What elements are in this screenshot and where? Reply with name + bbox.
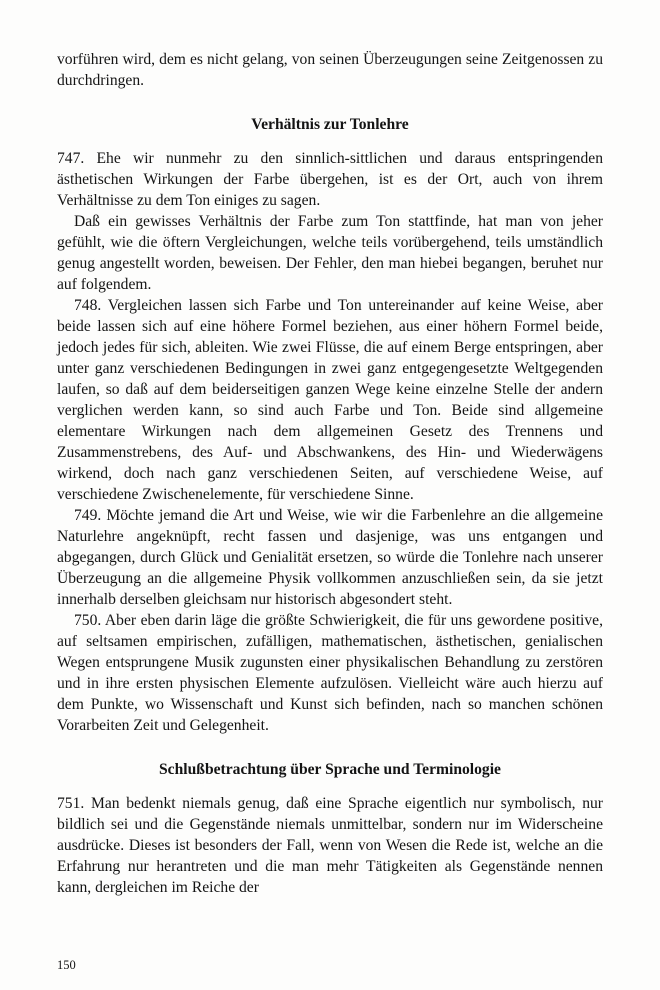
- paragraph-748: 748. Vergleichen lassen sich Farbe und Ton untereinander auf keine Weise, aber beide lassen sich auf eine höhere Formel beziehen, aus einer höhern Formel beide, jedoch jedes für sich, ableiten. Wie zwei Flüsse, die auf einem Berge entspringen, aber unter ganz verschiedenen Bedingungen in zwei ganz entgegengesetzte Weltgegenden laufen, so daß auf dem beiderseitigen ganzen Wege keine einzelne Stelle der andern verglichen werden kann, so sind auch Farbe und Ton. Beide sind allgemeine elementare Wirkungen nach dem allgemeinen Gesetz des Trennens und Zusammenstrebens, des Auf- und Abschwankens, des Hin- und Wiederwägens wirkend, doch nach ganz verschiedenen Seiten, auf verschiedene Weise, auf verschiedene Zwischenelemente, für verschiedene Sinne.: [57, 297, 603, 503]
- section-heading-tonlehre: Verhältnis zur Tonlehre: [251, 116, 409, 133]
- paragraph-747-continuation: Daß ein gewisses Verhältnis der Farbe zum Ton stattfinde, hat man von jeher gefühlt, wie die öftern Vergleichungen, welche teils vorübergehend, teils umständlich genug angestellt worden, beweisen. Der Fehler, den man hiebei begangen, beruhet nur auf folgendem.: [57, 213, 603, 293]
- section-heading-schlussbetrachtung: Schlußbetrachtung über Sprache und Terminologie: [159, 761, 501, 778]
- paragraph-750: 750. Aber eben darin läge die größte Schwierigkeit, die für uns gewordene positive, auf seltsamen empirischen, zufälligen, mathematischen, ästhetischen, genialischen Wegen entsprungene Musik zugunsten einer physikalischen Behandlung zu zerstören und in ihre ersten physischen Elemente aufzulösen. Vielleicht wäre auch hierzu auf dem Punkte, wo Wissenschaft und Kunst sich befinden, nach so manchen schönen Vorarbeiten Zeit und Gelegenheit.: [57, 612, 603, 734]
- continuation-paragraph: vorführen wird, dem es nicht gelang, von seinen Überzeugungen seine Zeitgenossen zu durchdringen.: [57, 51, 603, 89]
- page-number: 150: [57, 958, 76, 972]
- paragraph-751: 751. Man bedenkt niemals genug, daß eine Sprache eigentlich nur symbolisch, nur bildlich sei und die Gegenstände niemals unmittelbar, sondern nur im Widerscheine ausdrücke. Dieses ist besonders der Fall, wenn von Wesen die Rede ist, welche an die Erfahrung nur herantreten und die man mehr Tätigkeiten als Gegenstände nennen kann, dergleichen im Reiche der: [57, 795, 603, 896]
- paragraph-747: 747. Ehe wir nunmehr zu den sinnlich-sittlichen und daraus entspringenden ästhetischen Wirkungen der Farbe übergehen, ist es der Ort, auch von ihrem Verhältnisse zu dem Ton einiges zu sagen.: [57, 150, 603, 209]
- paragraph-749: 749. Möchte jemand die Art und Weise, wie wir die Farbenlehre an die allgemeine Naturlehre angeknüpft, recht fassen und dasjenige, was uns entgangen und abgegangen, durch Glück und Genialität ersetzen, so würde die Tonlehre nach unserer Überzeugung an die allgemeine Physik vollkommen anzuschließen sein, da sie jetzt innerhalb derselben gleichsam nur historisch abgesondert steht.: [57, 507, 603, 608]
